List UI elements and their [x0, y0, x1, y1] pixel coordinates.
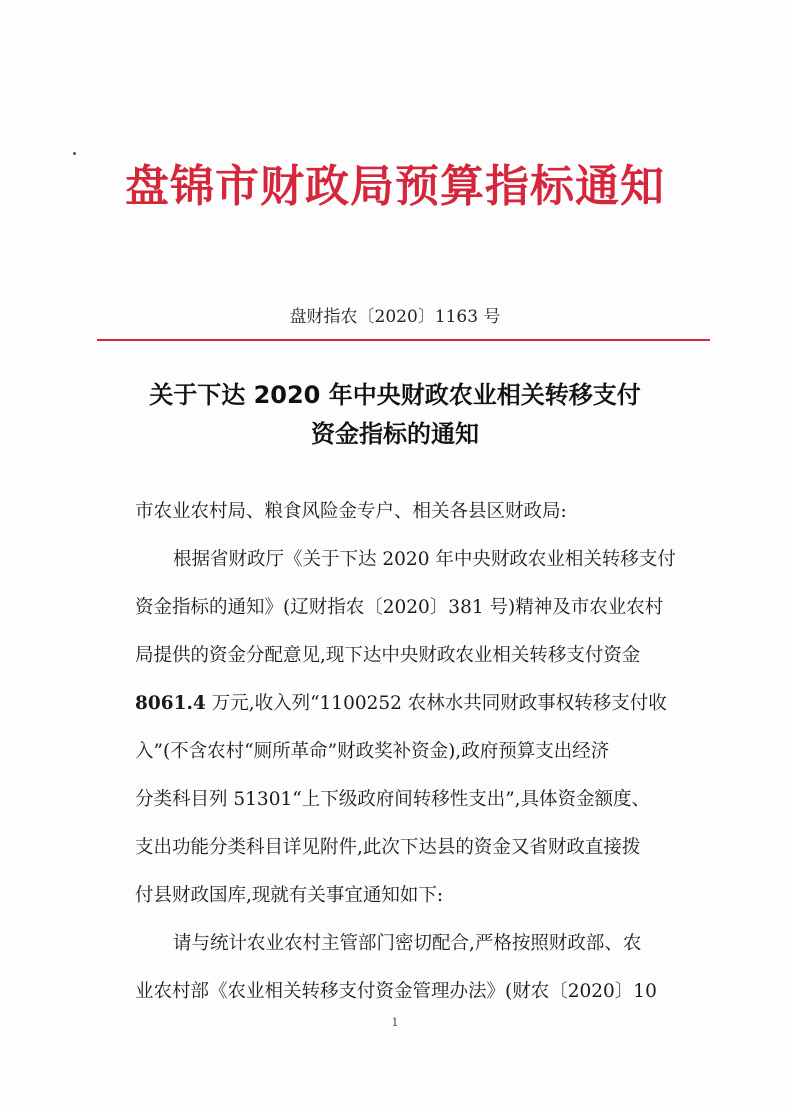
body-line: 入”(不含农村“厕所革命”财政奖补资金),政府预算支出经济: [135, 741, 610, 762]
body-line-text: 万元,收入列“1100252 农林水共同财政事权转移支付收: [205, 693, 667, 714]
body-line: 付县财政国库,现就有关事宜通知如下:: [135, 885, 444, 906]
body-line: [135, 689, 667, 715]
document-header: 盘锦市财政局预算指标通知: [125, 161, 665, 212]
amount-value: 8061.4: [135, 693, 206, 714]
body-line: 请与统计农业农村主管部门密切配合,严格按照财政部、农: [173, 933, 642, 954]
body-line: 分类科目列 51301“上下级政府间转移性支出”,具体资金额度、: [135, 789, 651, 810]
document-title-line-2: 资金指标的通知: [311, 420, 479, 448]
document-number: 盘财指农〔2020〕1163 号: [289, 307, 501, 327]
body-line: 局提供的资金分配意见,现下达中央财政农业相关转移支付资金: [135, 645, 641, 666]
body-line: 支出功能分类科目详见附件,此次下达县的资金又省财政直接拨: [135, 837, 641, 858]
document-title-line-1: 关于下达 2020 年中央财政农业相关转移支付: [149, 381, 641, 409]
salutation: 市农业农村局、粮食风险金专户、相关各县区财政局:: [135, 501, 567, 522]
red-divider: [97, 339, 710, 341]
body-line: 根据省财政厅《关于下达 2020 年中央财政农业相关转移支付: [173, 549, 676, 570]
page-number: 1: [391, 1016, 399, 1029]
body-line: 业农村部《农业相关转移支付资金管理办法》(财农〔2020〕10: [135, 981, 657, 1002]
body-line: 资金指标的通知》(辽财指农〔2020〕381 号)精神及市农业农村: [135, 597, 664, 618]
